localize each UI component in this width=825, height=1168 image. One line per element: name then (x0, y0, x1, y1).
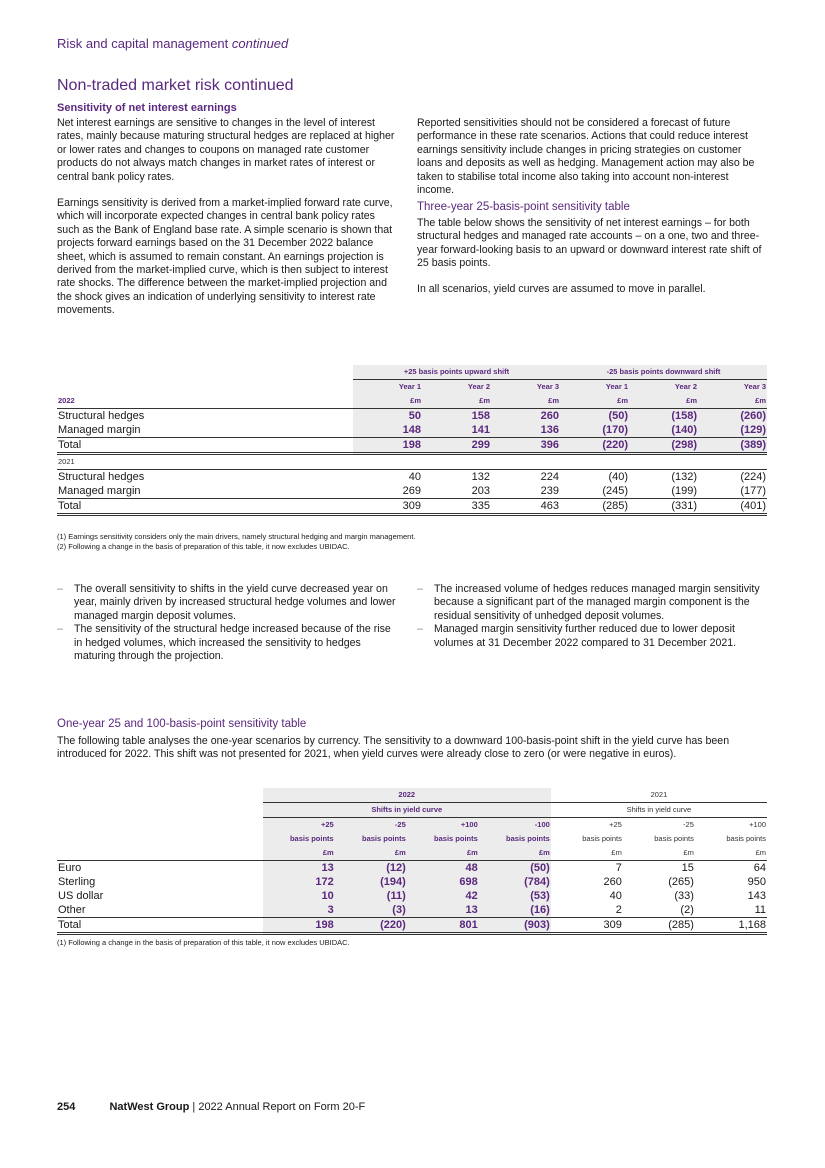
section2-heading: One-year 25 and 100-basis-point sensitivity table (57, 718, 307, 730)
table-row (57, 438, 767, 454)
cell-value: 396 (491, 438, 560, 454)
header-row (57, 818, 767, 833)
row-label: US dollar (58, 890, 104, 902)
header-section: Risk and capital management (57, 36, 229, 51)
col-header: basis points (726, 834, 766, 843)
cell-value: 239 (540, 485, 559, 497)
header-row (57, 846, 767, 861)
cell-value: 698 (407, 875, 479, 889)
blank (57, 846, 263, 861)
section-title: Non-traded market risk continued (57, 77, 294, 94)
cell-value: 141 (422, 423, 491, 438)
group-header-up: +25 basis points upward shift (353, 365, 560, 380)
table-row (57, 889, 767, 903)
cell-value: (331) (671, 500, 697, 512)
year-label: 2022 (58, 396, 75, 405)
year-2022-header: 2022 (263, 788, 551, 803)
cell-value: (16) (479, 903, 551, 918)
col-header: Year 2 (629, 380, 698, 395)
cell-value: 224 (540, 471, 559, 483)
bullet-list-left (57, 583, 397, 663)
cell-value: 260 (491, 409, 560, 424)
col-header: basis points (407, 832, 479, 846)
right-column (417, 117, 765, 310)
row-label: Total (58, 500, 82, 512)
subsection-title: Sensitivity of net interest earnings (57, 102, 237, 114)
cell-value: (132) (671, 471, 697, 483)
paragraph: Net interest earnings are sensitive to changes in the level of interest rates, mainly because maturing structural hedges are replaced at higher or lower rates and changes to coupons on managed rate customer products do not always match changes in market rates of interest or central bank policy rates. (57, 117, 395, 183)
table-heading: Three-year 25-basis-point sensitivity table (417, 201, 630, 214)
unit: £m (698, 394, 767, 409)
cell-value: 15 (681, 862, 694, 874)
cell-value: (33) (674, 890, 694, 902)
cell-value: 198 (353, 438, 422, 454)
col-header: £m (479, 846, 551, 861)
cell-value: (298) (629, 438, 698, 454)
cell-value: 13 (407, 903, 479, 918)
col-header: £m (683, 848, 694, 857)
header-row (57, 832, 767, 846)
table-row (57, 484, 767, 499)
cell-value: (401) (740, 500, 766, 512)
cell-value: 2 (615, 904, 622, 916)
cell-value: 50 (353, 409, 422, 424)
footer-brand: NatWest Group (109, 1101, 190, 1113)
col-header: basis points (654, 834, 694, 843)
row-label: Euro (58, 862, 82, 874)
blank (57, 832, 263, 846)
bullet-item: – The sensitivity of the structural hedge increased because of the rise in hedged volumes, which increased the sensitivity to hedges maturing through the projection. (57, 623, 397, 663)
footnotes (57, 532, 416, 552)
cell-value: 950 (747, 876, 766, 888)
cell-value: (3) (335, 903, 407, 918)
cell-value: (194) (335, 875, 407, 889)
cell-value: 260 (603, 876, 622, 888)
cell-value: 269 (402, 485, 421, 497)
row-label: Total (58, 919, 82, 931)
header-continued: continued (231, 36, 289, 51)
row-label: Managed margin (58, 485, 141, 497)
row-label: Structural hedges (58, 410, 145, 422)
cell-value: (224) (740, 471, 766, 483)
footnote: (1) Earnings sensitivity considers only the main drivers, namely structural hedging and margin management. (57, 532, 416, 541)
cell-value: (2) (680, 904, 694, 916)
table-row (57, 499, 767, 515)
col-header: basis points (582, 834, 622, 843)
group-header-down: -25 basis points downward shift (560, 365, 767, 380)
cell-value: (389) (698, 438, 767, 454)
year-label: 2021 (58, 457, 75, 466)
cell-value: (50) (560, 409, 629, 424)
cell-value: (220) (335, 918, 407, 934)
cell-value: (903) (479, 918, 551, 934)
bullet-list-right (417, 583, 765, 650)
col-header: +100 (749, 820, 766, 829)
shifts-header: Shifts in yield curve (263, 803, 551, 818)
cell-value: (220) (560, 438, 629, 454)
cell-value: 3 (263, 903, 335, 918)
table-row (57, 409, 767, 424)
col-header: Year 3 (698, 380, 767, 395)
cell-value: 335 (471, 500, 490, 512)
cell-value: 801 (407, 918, 479, 934)
cell-value: 40 (408, 471, 421, 483)
page-number: 254 (57, 1101, 76, 1113)
blank (57, 818, 263, 833)
col-header: Year 1 (353, 380, 422, 395)
paragraph: The table below shows the sensitivity of net interest earnings – for both structural hedges and managed rate accounts – on a one, two and three-year forward-looking basis to an upward or downward interest rate shift of 25 basis points. (417, 216, 762, 270)
unit: £m (629, 394, 698, 409)
col-header: £m (755, 848, 766, 857)
unit: £m (422, 394, 491, 409)
cell-value: (170) (560, 423, 629, 438)
cell-value: (158) (629, 409, 698, 424)
table-row (57, 918, 767, 934)
cell-value: 1,168 (738, 919, 766, 931)
cell-value: (199) (671, 485, 697, 497)
col-header: -100 (479, 818, 551, 833)
cell-value: 7 (615, 862, 622, 874)
cell-value: (265) (668, 876, 694, 888)
table-row (57, 423, 767, 438)
left-column (57, 117, 397, 331)
row-label: Sterling (58, 876, 96, 888)
cell-value: 309 (603, 919, 622, 931)
row-label: Structural hedges (58, 471, 145, 483)
cell-value: (129) (698, 423, 767, 438)
cell-value: (11) (335, 889, 407, 903)
table-row (57, 861, 767, 876)
col-header: basis points (263, 832, 335, 846)
col-header: basis points (335, 832, 407, 846)
cell-value: 42 (407, 889, 479, 903)
col-header: £m (335, 846, 407, 861)
cell-value: (177) (740, 485, 766, 497)
col-header: +25 (263, 818, 335, 833)
cell-value: 40 (609, 890, 622, 902)
cell-value: 299 (422, 438, 491, 454)
cell-value: 136 (491, 423, 560, 438)
shifts-header: Shifts in yield curve (551, 803, 767, 818)
cell-value: 172 (263, 875, 335, 889)
col-header: £m (611, 848, 622, 857)
unit: £m (491, 394, 560, 409)
col-header: basis points (479, 832, 551, 846)
three-year-sensitivity-table (57, 365, 767, 516)
cell-value: (245) (602, 485, 628, 497)
unit: £m (560, 394, 629, 409)
cell-value: 158 (422, 409, 491, 424)
footnote: (1) Following a change in the basis of preparation of this table, it now excludes UBIDAC. (57, 938, 350, 947)
cell-value: 148 (353, 423, 422, 438)
cell-value: (260) (698, 409, 767, 424)
table-row (57, 875, 767, 889)
cell-value: (40) (608, 471, 628, 483)
bullet-item: – The increased volume of hedges reduces managed margin sensitivity because a significant part of the managed margin component is the residual sensitivity of unhedged deposit volumes. (417, 583, 765, 623)
cell-value: 13 (263, 861, 335, 876)
cell-value: 132 (471, 471, 490, 483)
cell-value: (12) (335, 861, 407, 876)
table-row (57, 903, 767, 918)
one-year-sensitivity-table (57, 788, 767, 935)
cell-value: 64 (753, 862, 766, 874)
col-header: +100 (407, 818, 479, 833)
row-label: Managed margin (58, 424, 141, 436)
row-label: Total (58, 439, 82, 451)
cell-value: 463 (540, 500, 559, 512)
bullet-item: – Managed margin sensitivity further reduced due to lower deposit volumes at 31 December 2022 compared to 31 December 2021. (417, 623, 765, 650)
col-header: +25 (609, 820, 622, 829)
cell-value: 48 (407, 861, 479, 876)
col-header: Year 1 (560, 380, 629, 395)
col-header: £m (263, 846, 335, 861)
paragraph: In all scenarios, yield curves are assumed to move in parallel. (417, 283, 706, 296)
section2-text: The following table analyses the one-year scenarios by currency. The sensitivity to a downward 100-basis-point shift in the yield curve has been introduced for 2022. This shift was not presented for 2021, when yield curves were already close to zero (or were negative in euros). (57, 735, 730, 761)
cell-value: (784) (479, 875, 551, 889)
footer-report: | 2022 Annual Report on Form 20-F (192, 1101, 366, 1113)
col-header: Year 2 (422, 380, 491, 395)
year-2021-header: 2021 (551, 788, 767, 803)
paragraph: Reported sensitivities should not be considered a forecast of future performance in these rate scenarios. Actions that could reduce interest earnings sensitivity include changes in pricing strategies on customer loans and deposits as well as hedging. Management action may also be taken to stabilise total income also taking into account non-interest income. (417, 117, 755, 197)
col-header: -25 (683, 820, 694, 829)
col-header: Year 3 (491, 380, 560, 395)
cell-value: (50) (479, 861, 551, 876)
running-header (57, 37, 288, 50)
footnote: (2) Following a change in the basis of preparation of this table, it now excludes UBIDAC. (57, 542, 350, 551)
bullet-item: – The overall sensitivity to shifts in the yield curve decreased year on year, mainly driven by increased structural hedge volumes and lower managed margin deposit volumes. (57, 583, 397, 623)
col-header: £m (407, 846, 479, 861)
row-label: Other (58, 904, 86, 916)
page-footer (57, 1101, 365, 1114)
cell-value: 11 (754, 904, 766, 916)
cell-value: (140) (629, 423, 698, 438)
table-row (57, 470, 767, 485)
cell-value: (285) (602, 500, 628, 512)
cell-value: (53) (479, 889, 551, 903)
cell-value: 203 (471, 485, 490, 497)
cell-value: 309 (402, 500, 421, 512)
paragraph: Earnings sensitivity is derived from a market-implied forward rate curve, which will incorporate expected changes in central bank policy rates such as the Bank of England base rate. A simple scenario is shown that projects forward earnings based on the 31 December 2022 balance sheet, which is assumed to remain constant. An earnings projection is derived from the market-implied curve, which is then subject to interest rate shocks. The difference between the market-implied projection and the shock gives an indication of underlying sensitivity to interest rate movements. (57, 197, 393, 317)
unit: £m (353, 394, 422, 409)
cell-value: 143 (747, 890, 766, 902)
cell-value: 198 (263, 918, 335, 934)
cell-value: (285) (668, 919, 694, 931)
col-header: -25 (335, 818, 407, 833)
cell-value: 10 (263, 889, 335, 903)
